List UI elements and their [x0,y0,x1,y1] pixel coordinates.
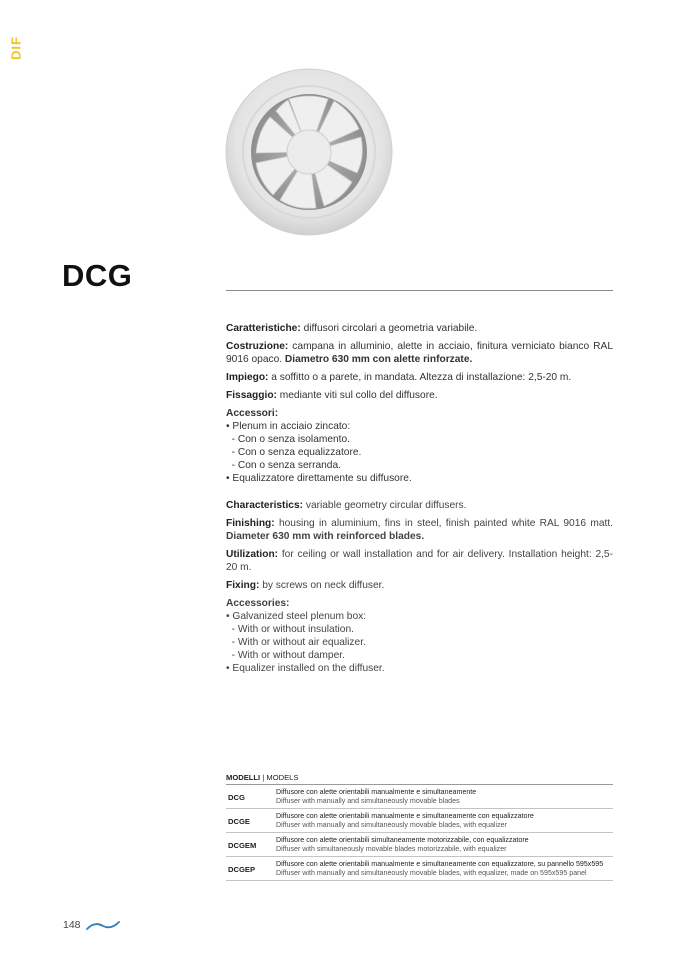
fissaggio-paragraph [226,389,613,402]
model-description-it: Diffusore con alette orientabili manualmente e simultaneamente con equalizzatore [276,812,534,820]
model-code: DCGE [228,816,250,826]
model-description-en: Diffuser with manually and simultaneously movable blades, with equalizer, made on 595x595 panel [276,869,587,877]
caratteristiche-paragraph [226,322,613,335]
utilization-text: for ceiling or wall installation and for air delivery. Installation height: 2,5-20 m. [226,549,613,573]
model-description-it: Diffusore con alette orientabili manualmente e simultaneamente [276,788,477,796]
accessories-item: - With or without air equalizer. [226,637,366,648]
accessori-item: - Con o senza equalizzatore. [226,447,362,458]
accessories-item: - With or without damper. [226,650,345,661]
finishing-paragraph [226,517,613,543]
finishing-bold: Diameter 630 mm with reinforced blades. [226,531,425,542]
finishing-text: housing in aluminium, fins in steel, finish painted white RAL 9016 matt. [274,518,613,529]
models-header [226,773,613,785]
characteristics-paragraph [226,499,613,512]
fissaggio-label: Fissaggio: [226,390,277,401]
models-header-it: MODELLI [226,773,261,782]
model-description-it: Diffusore con alette orientabili simultaneamente motorizzabile, con equalizzatore [276,836,529,844]
models-header-en: MODELS [266,773,299,782]
characteristics-text: variable geometry circular diffusers. [303,500,467,511]
caratteristiche-text: diffusori circolari a geometria variabile. [300,323,478,334]
accessori-item: - Con o senza isolamento. [226,434,351,445]
italian-description [226,322,613,485]
costruzione-text: campana in alluminio, alette in acciaio, finitura verniciato bianco RAL 9016 opaco. [226,341,613,365]
accessories-block [226,597,613,675]
table-row [226,857,613,881]
accessori-item: • Plenum in acciaio zincato: [226,421,351,432]
accessories-item: • Galvanized steel plenum box: [226,611,367,622]
model-description [276,812,613,830]
model-code: DCGEP [228,864,256,874]
costruzione-label: Costruzione: [226,341,289,352]
model-description-en: Diffuser with manually and simultaneously movable blades, with equalizer [276,821,507,829]
characteristics-label: Characteristics: [226,500,304,511]
impiego-paragraph [226,371,613,384]
wave-logo-icon [86,918,120,932]
accessories-item: - With or without insulation. [226,624,354,635]
model-code: DCG [228,792,245,802]
fixing-paragraph [226,579,613,592]
model-description [276,860,613,878]
utilization-paragraph [226,548,613,574]
caratteristiche-label: Caratteristiche: [226,323,301,334]
finishing-label: Finishing: [226,518,275,529]
models-header-sep: | [260,773,267,782]
fixing-label: Fixing: [226,580,260,591]
english-description [226,499,613,675]
model-description-en: Diffuser with manually and simultaneously movable blades [276,797,460,805]
accessori-label: Accessori: [226,408,279,419]
table-row [226,833,613,857]
product-image [224,67,394,237]
utilization-label: Utilization: [226,549,279,560]
page-number: 148 [63,919,81,931]
fixing-text: by screws on neck diffuser. [259,580,385,591]
product-title: DCG [62,258,133,293]
section-tab: DIF [8,36,24,60]
accessori-item: • Equalizzatore direttamente su diffusore. [226,473,412,484]
table-row [226,809,613,833]
impiego-text: a soffitto o a parete, in mandata. Altezza di installazione: 2,5-20 m. [268,372,572,383]
model-description-en: Diffuser with simultaneously movable blades motorizzabile, with equalizer [276,845,507,853]
costruzione-paragraph [226,340,613,366]
fissaggio-text: mediante viti sul collo del diffusore. [276,390,438,401]
accessori-block [226,407,613,485]
model-description [276,788,613,806]
accessori-item: - Con o senza serranda. [226,460,341,471]
impiego-label: Impiego: [226,372,269,383]
accessories-label: Accessories: [226,598,290,609]
model-description [276,836,613,854]
model-code: DCGEM [228,840,257,850]
table-row [226,785,613,809]
model-description-it: Diffusore con alette orientabili manualmente e simultaneamente con equalizzatore, su pannello 595x595 [276,860,604,868]
models-table [226,773,613,881]
costruzione-bold: Diametro 630 mm con alette rinforzate. [284,354,473,365]
title-divider [226,290,613,291]
accessories-item: • Equalizer installed on the diffuser. [226,663,385,674]
